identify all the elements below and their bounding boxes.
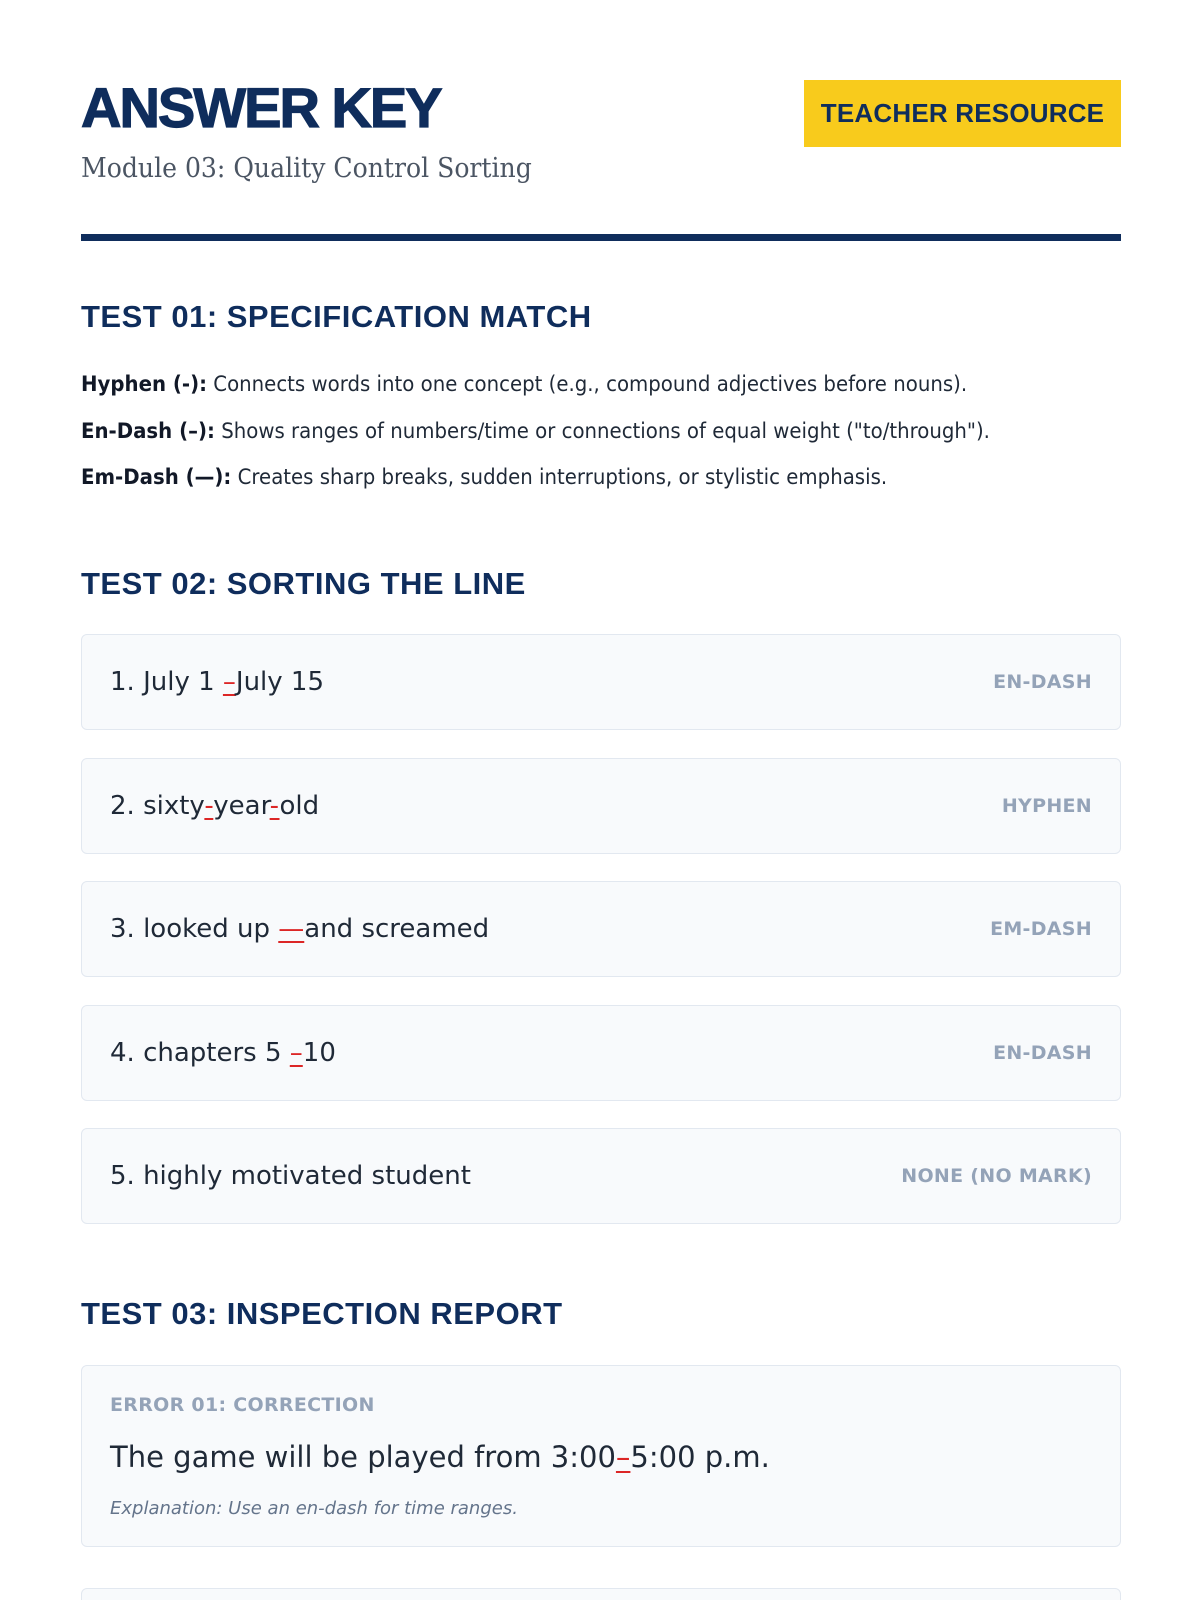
dash-mark: – xyxy=(222,667,236,697)
error-card xyxy=(81,1365,1121,1547)
item-answer: EM-DASH xyxy=(990,918,1092,940)
teacher-resource-badge: TEACHER RESOURCE xyxy=(804,80,1121,147)
item-answer: EN-DASH xyxy=(993,671,1092,693)
error-sentence: The game will be played from 3:00–5:00 p.m. xyxy=(110,1440,770,1474)
sorting-item xyxy=(81,634,1121,730)
definition-term: Hyphen (-): xyxy=(81,372,208,396)
dash-mark: - xyxy=(204,791,214,821)
item-phrase: 5. highly motivated student xyxy=(110,1161,471,1191)
sorting-item xyxy=(81,1128,1121,1224)
item-phrase: 1. July 1 –July 15 xyxy=(110,667,325,697)
answer-key-page xyxy=(81,0,1121,1519)
error-label: ERROR 01: CORRECTION xyxy=(110,1394,375,1416)
dash-mark: — xyxy=(278,914,305,944)
dash-mark: - xyxy=(269,791,280,821)
test02-title: TEST 02: SORTING THE LINE xyxy=(81,566,526,601)
definition-em-dash xyxy=(81,465,887,490)
error-explanation: Explanation: Use an en-dash for time ranges. xyxy=(110,1498,518,1519)
definition-term: En-Dash (–): xyxy=(81,419,215,443)
item-phrase: 3. looked up —and screamed xyxy=(110,914,490,944)
item-phrase: 2. sixty-year-old xyxy=(110,791,320,821)
item-answer: NONE (NO MARK) xyxy=(901,1165,1092,1187)
sorting-item xyxy=(81,881,1121,977)
definition-en-dash xyxy=(81,419,990,444)
sorting-item xyxy=(81,1005,1121,1101)
definition-hyphen xyxy=(81,372,967,397)
dash-mark: – xyxy=(289,1038,303,1068)
item-answer: EN-DASH xyxy=(993,1042,1092,1064)
definition-text: Creates sharp breaks, sudden interruptions, or stylistic emphasis. xyxy=(231,465,888,489)
dash-mark: – xyxy=(615,1440,631,1474)
test01-title: TEST 01: SPECIFICATION MATCH xyxy=(81,299,592,334)
header xyxy=(81,0,1121,242)
header-divider xyxy=(81,234,1121,241)
page-title: ANSWER KEY xyxy=(81,76,441,139)
item-answer: HYPHEN xyxy=(1001,795,1092,817)
test03-title: TEST 03: INSPECTION REPORT xyxy=(81,1296,563,1331)
definition-text: Connects words into one concept (e.g., compound adjectives before nouns). xyxy=(207,372,968,396)
item-phrase: 4. chapters 5 –10 xyxy=(110,1038,336,1068)
error-card-next xyxy=(81,1588,1121,1600)
definition-text: Shows ranges of numbers/time or connections of equal weight ("to/through"). xyxy=(214,419,990,443)
definition-term: Em-Dash (—): xyxy=(81,465,232,489)
page-subtitle: Module 03: Quality Control Sorting xyxy=(81,153,532,184)
sorting-item xyxy=(81,758,1121,854)
